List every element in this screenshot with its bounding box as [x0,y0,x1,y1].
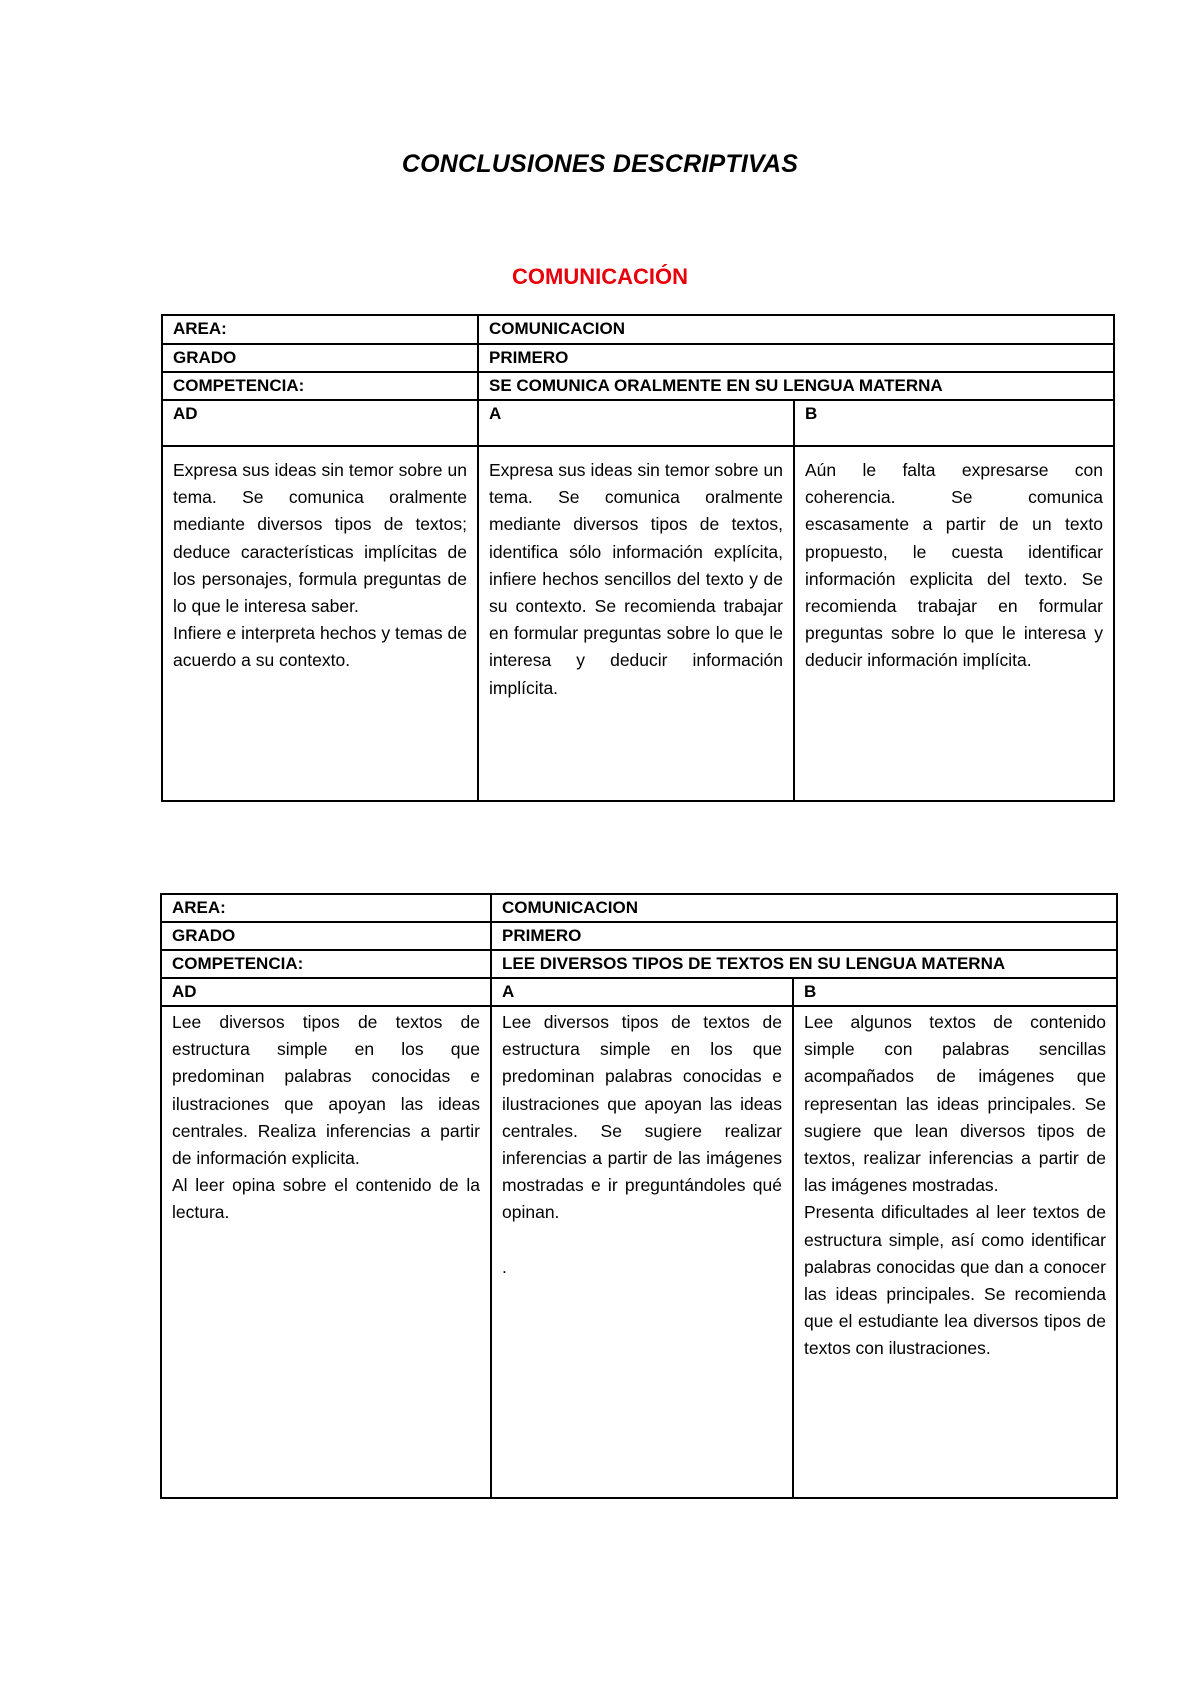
b-description [793,1006,1117,1498]
table-row [161,1006,1117,1498]
table-row [162,372,1114,400]
level-header-b: B [793,978,1117,1006]
area-value: COMUNICACION [478,315,1114,344]
grado-value: PRIMERO [491,922,1117,950]
level-header-a: A [478,400,794,446]
b-description [794,446,1114,801]
table-row [161,978,1117,1006]
section-title: COMUNICACIÓN [512,264,688,289]
grado-label: GRADO [162,344,478,372]
a-paragraph: Lee diversos tipos de textos de estructura simple en los que predominan palabras conocidas e ilustraciones que apoyan las ideas centrales. Se sugiere realizar inferencias a partir de las imágenes mostradas e ir preguntándoles qué opinan. [502,1012,782,1223]
area-value: COMUNICACION [491,894,1117,922]
area-label: AREA: [162,315,478,344]
area-label: AREA: [161,894,491,922]
level-header-ad: AD [162,400,478,446]
competencia-value: LEE DIVERSOS TIPOS DE TEXTOS EN SU LENGUA MATERNA [491,950,1117,978]
document-title: CONCLUSIONES DESCRIPTIVAS [401,150,799,178]
level-header-a: A [491,978,793,1006]
table-row [161,922,1117,950]
conclusions-table-reading [160,893,1118,1499]
ad-paragraph: Al leer opina sobre el contenido de la lectura. [172,1175,480,1223]
a-description [491,1006,793,1498]
level-header-ad: AD [161,978,491,1006]
a-paragraph: Expresa sus ideas sin temor sobre un tema. Se comunica oralmente mediante diversos tipos de textos, identifica sólo información explícita, infiere hechos sencillos del texto y de su contexto. Se recomienda trabajar en formular preguntas sobre lo que le interesa y deducir información implícita. [489,460,783,698]
table-row [162,344,1114,372]
table-row [161,894,1117,922]
table-row [162,315,1114,344]
a-description [478,446,794,801]
b-paragraph: Aún le falta expresarse con coherencia. Se comunica escasamente a partir de un texto propuesto, le cuesta identificar información explicita del texto. Se recomienda trabajar en formular preguntas sobre lo que le interesa y deducir información implícita. [805,460,1103,671]
competencia-value: SE COMUNICA ORALMENTE EN SU LENGUA MATERNA [478,372,1114,400]
b-paragraph: Lee algunos textos de contenido simple con palabras sencillas acompañados de imágenes que representan las ideas principales. Se sugiere que lean diversos tipos de textos, realizar inferencias a partir de las imágenes mostradas. [804,1012,1106,1196]
table-row [161,950,1117,978]
competencia-label: COMPETENCIA: [162,372,478,400]
competencia-label: COMPETENCIA: [161,950,491,978]
b-paragraph: Presenta dificultades al leer textos de estructura simple, así como identificar palabras conocidas que dan a conocer las ideas principales. Se recomienda que el estudiante lea diversos tipos de textos con ilustraciones. [804,1202,1106,1359]
ad-paragraph: Expresa sus ideas sin temor sobre un tema. Se comunica oralmente mediante diversos tipos de textos; deduce características implícitas de los personajes, formula preguntas de lo que le interesa saber. [173,460,467,617]
conclusions-table-oral [161,314,1115,802]
level-header-b: B [794,400,1114,446]
grado-label: GRADO [161,922,491,950]
table-row [162,400,1114,446]
table-row [162,446,1114,801]
ad-paragraph: Lee diversos tipos de textos de estructura simple en los que predominan palabras conocidas e ilustraciones que apoyan las ideas centrales. Realiza inferencias a partir de información explicita. [172,1012,480,1169]
ad-paragraph: Infiere e interpreta hechos y temas de acuerdo a su contexto. [173,623,467,671]
a-paragraph: . [502,1256,507,1277]
ad-description [162,446,478,801]
grado-value: PRIMERO [478,344,1114,372]
ad-description [161,1006,491,1498]
